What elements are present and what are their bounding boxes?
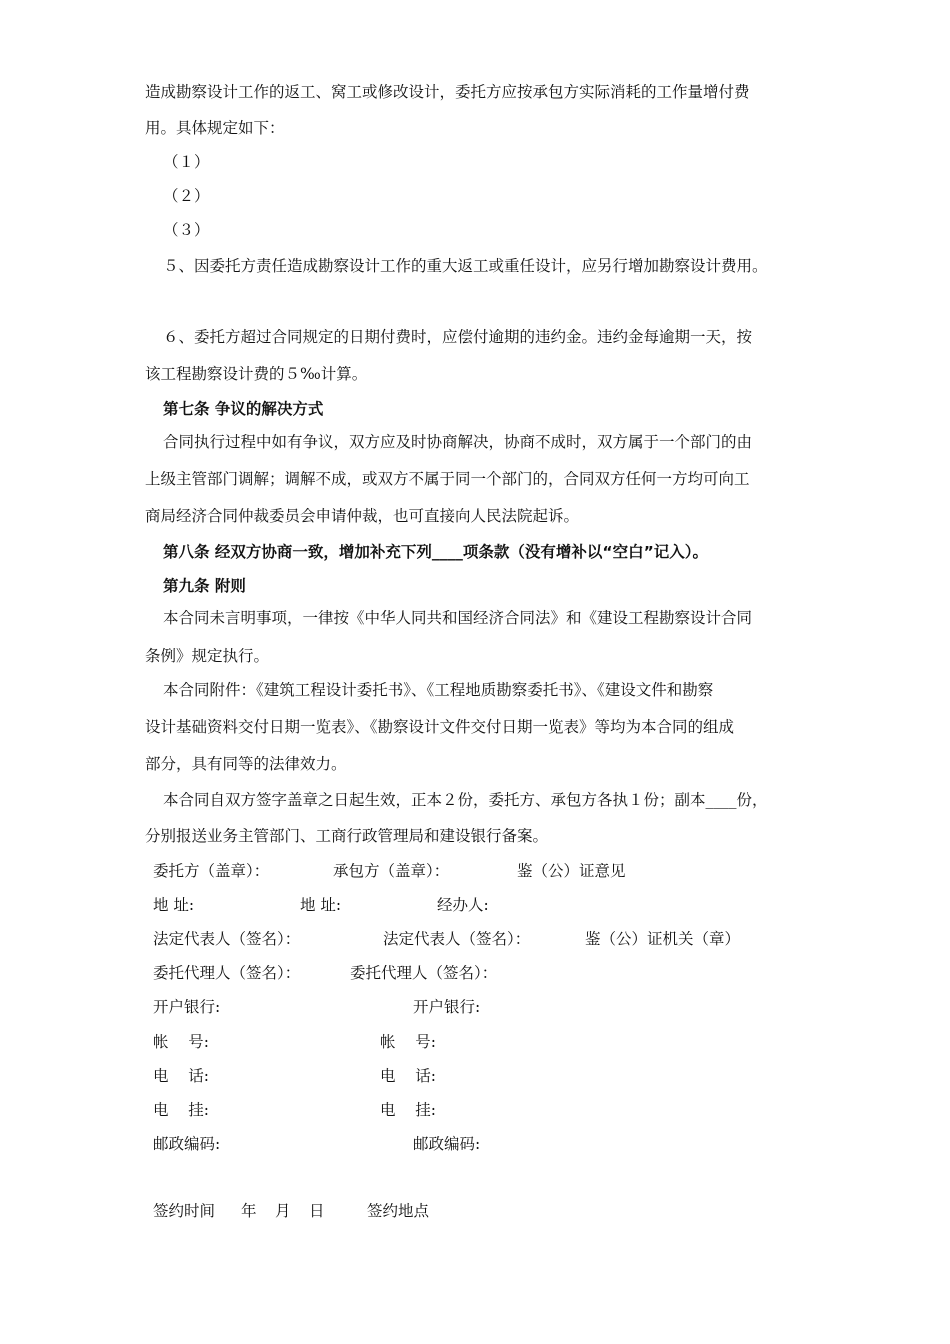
client-fax-label: 电 挂: xyxy=(153,1101,209,1119)
sign-time-label: 签约时间 xyxy=(153,1202,216,1220)
contractor-seal-label: 承包方（盖章）： xyxy=(333,862,450,880)
intro-line-2: 用。具体规定如下： xyxy=(145,119,285,137)
article-7-title: 第七条 争议的解决方式 xyxy=(163,400,324,418)
article-7-line-3: 商局经济合同仲裁委员会申请仲裁，也可直接向人民法院起诉。 xyxy=(145,507,580,525)
article-9-p2-line-1: 本合同附件：《建筑工程设计委托书》、《工程地质勘察委托书》、《建设文件和勘察 xyxy=(163,681,714,699)
client-legal-rep-label: 法定代表人（签名）： xyxy=(153,930,301,948)
contractor-agent-label: 委托代理人（签名）： xyxy=(350,964,498,982)
clause-6-line-1: ６、委托方超过合同规定的日期付费时，应偿付逾期的违约金。违约金每逾期一天，按 xyxy=(163,328,753,346)
client-account-label: 帐 号: xyxy=(153,1033,209,1051)
notary-opinion-label: 鉴（公）证意见 xyxy=(517,862,626,880)
client-bank-label: 开户银行: xyxy=(153,998,221,1016)
contractor-fax-label: 电 挂: xyxy=(380,1101,436,1119)
list-item-2: （２） xyxy=(163,187,210,205)
article-7-line-2: 上级主管部门调解；调解不成，或双方不属于同一个部门的，合同双方任何一方均可向工 xyxy=(145,470,750,488)
intro-line-1: 造成勘察设计工作的返工、窝工或修改设计，委托方应按承包方实际消耗的工作量增付费 xyxy=(145,83,750,101)
article-9-p2-line-3: 部分，具有同等的法律效力。 xyxy=(145,755,347,773)
sign-day-label: 日 xyxy=(309,1202,325,1220)
article-9-p3-line-2: 分别报送业务主管部门、工商行政管理局和建设银行备案。 xyxy=(145,827,549,845)
article-9-title: 第九条 附则 xyxy=(163,577,246,595)
sign-place-label: 签约地点 xyxy=(367,1202,430,1220)
contractor-account-label: 帐 号: xyxy=(380,1033,436,1051)
list-item-1: （１） xyxy=(163,153,210,171)
contractor-phone-label: 电 话: xyxy=(380,1067,436,1085)
client-phone-label: 电 话: xyxy=(153,1067,209,1085)
contractor-address-label: 地 址: xyxy=(300,896,342,914)
handler-label: 经办人: xyxy=(437,896,489,914)
article-9-p3-line-1: 本合同自双方签字盖章之日起生效，正本２份，委托方、承包方各执１份；副本____份， xyxy=(163,791,768,809)
sign-month-label: 月 xyxy=(275,1202,291,1220)
client-seal-label: 委托方（盖章）： xyxy=(153,862,270,880)
contractor-bank-label: 开户银行: xyxy=(413,998,481,1016)
clause-5: ５、因委托方责任造成勘察设计工作的重大返工或重任设计，应另行增加勘察设计费用。 xyxy=(163,257,768,275)
list-item-3: （３） xyxy=(163,221,210,239)
client-agent-label: 委托代理人（签名）： xyxy=(153,964,301,982)
article-9-p1-line-2: 条例》规定执行。 xyxy=(145,647,270,665)
article-9-p2-line-2: 设计基础资料交付日期一览表》、《勘察设计文件交付日期一览表》等均为本合同的组成 xyxy=(145,718,735,736)
article-9-p1-line-1: 本合同未言明事项，一律按《中华人同共和国经济合同法》和《建设工程勘察设计合同 xyxy=(163,609,753,627)
article-8: 第八条 经双方协商一致，增加补充下列____项条款（没有增补以“空白”记入）。 xyxy=(163,543,709,561)
article-7-line-1: 合同执行过程中如有争议，双方应及时协商解决，协商不成时，双方属于一个部门的由 xyxy=(163,433,753,451)
contractor-legal-rep-label: 法定代表人（签名）： xyxy=(383,930,531,948)
sign-year-label: 年 xyxy=(241,1202,257,1220)
notary-office-label: 鉴（公）证机关（章） xyxy=(585,930,741,948)
client-postal-label: 邮政编码: xyxy=(153,1135,221,1153)
contractor-postal-label: 邮政编码: xyxy=(413,1135,481,1153)
client-address-label: 地 址: xyxy=(153,896,195,914)
clause-6-line-2: 该工程勘察设计费的５‰计算。 xyxy=(145,365,368,383)
